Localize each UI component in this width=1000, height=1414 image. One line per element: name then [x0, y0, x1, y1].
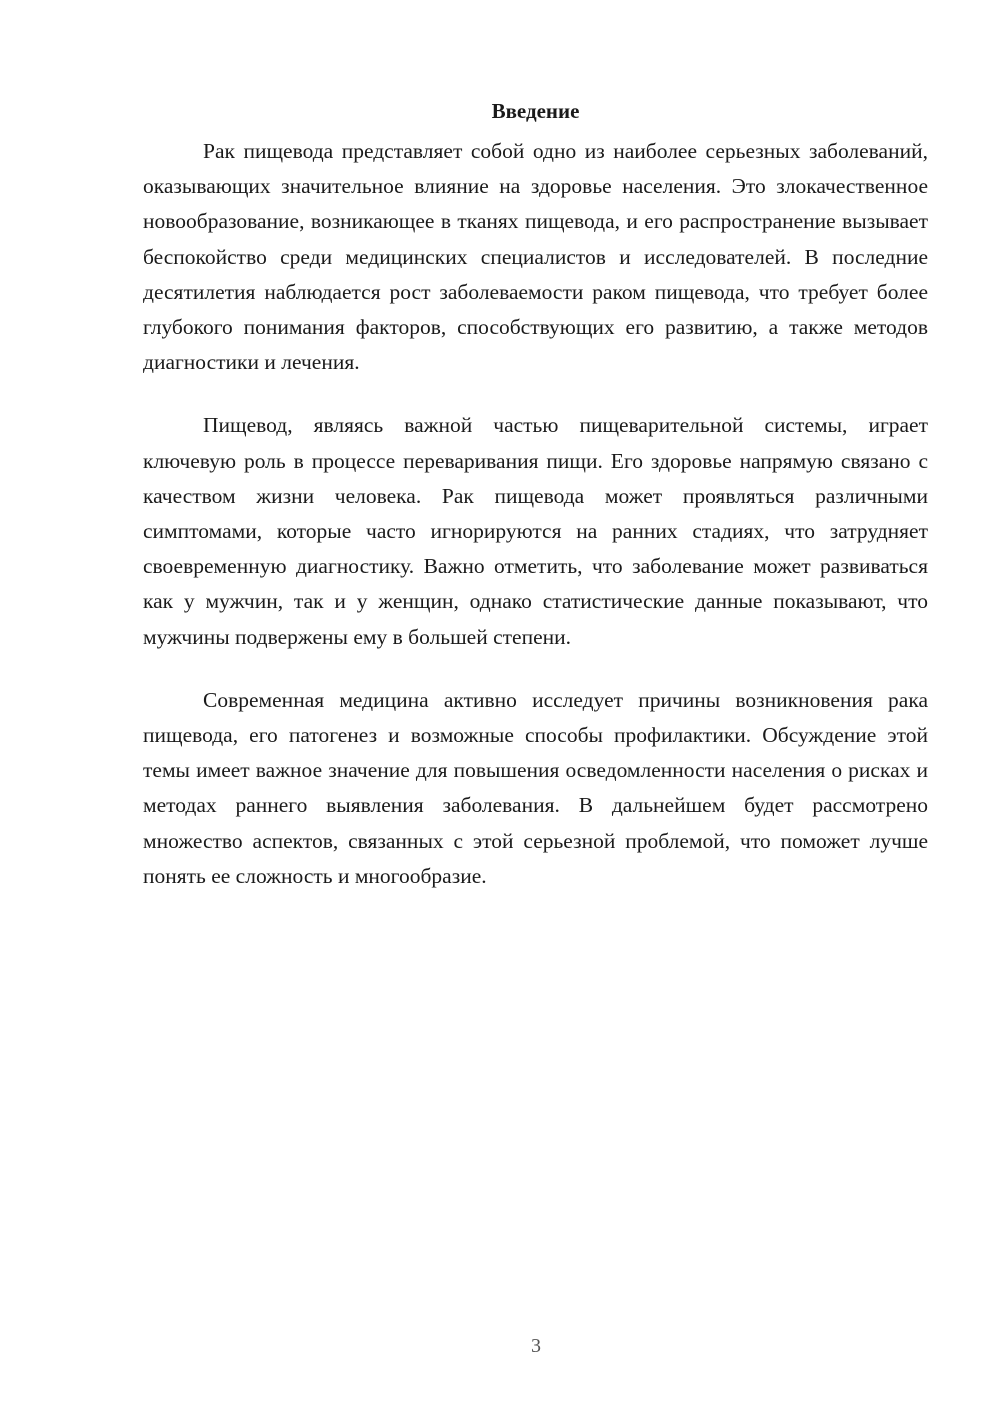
- paragraph-3: Современная медицина активно исследует причины возникновения рака пищевода, его патогенез и возможные способы профилактики. Обсуждение этой темы имеет важное значение для повышения осведомленности населения о рисках и методах раннего выявления заболевания. В дальнейшем будет рассмотрено множество аспектов, связанных с этой серьезной проблемой, что поможет лучше понять ее сложность и многообразие.: [143, 687, 928, 888]
- page-number: 3: [531, 1335, 541, 1357]
- paragraph-2: Пищевод, являясь важной частью пищеварительной системы, играет ключевую роль в процессе переваривания пищи. Его здоровье напрямую связано с качеством жизни человека. Рак пищевода может проявляться различными симптомами, которые часто игнорируются на ранних стадиях, что затрудняет своевременную диагностику. Важно отметить, что заболевание может развиваться как у мужчин, так и у женщин, однако статистические данные показывают, что мужчины подвержены ему в большей степени.: [143, 413, 928, 649]
- paragraph-1: Рак пищевода представляет собой одно из наиболее серьезных заболеваний, оказывающих значительное влияние на здоровье населения. Это злокачественное новообразование, возникающее в тканях пищевода, и его распространение вызывает беспокойство среди медицинских специалистов и исследователей. В последние десятилетия наблюдается рост заболеваемости раком пищевода, что требует более глубокого понимания факторов, способствующих его развитию, а также методов диагностики и лечения.: [143, 139, 928, 375]
- page-content: [143, 96, 928, 922]
- section-heading: Введение: [491, 99, 580, 123]
